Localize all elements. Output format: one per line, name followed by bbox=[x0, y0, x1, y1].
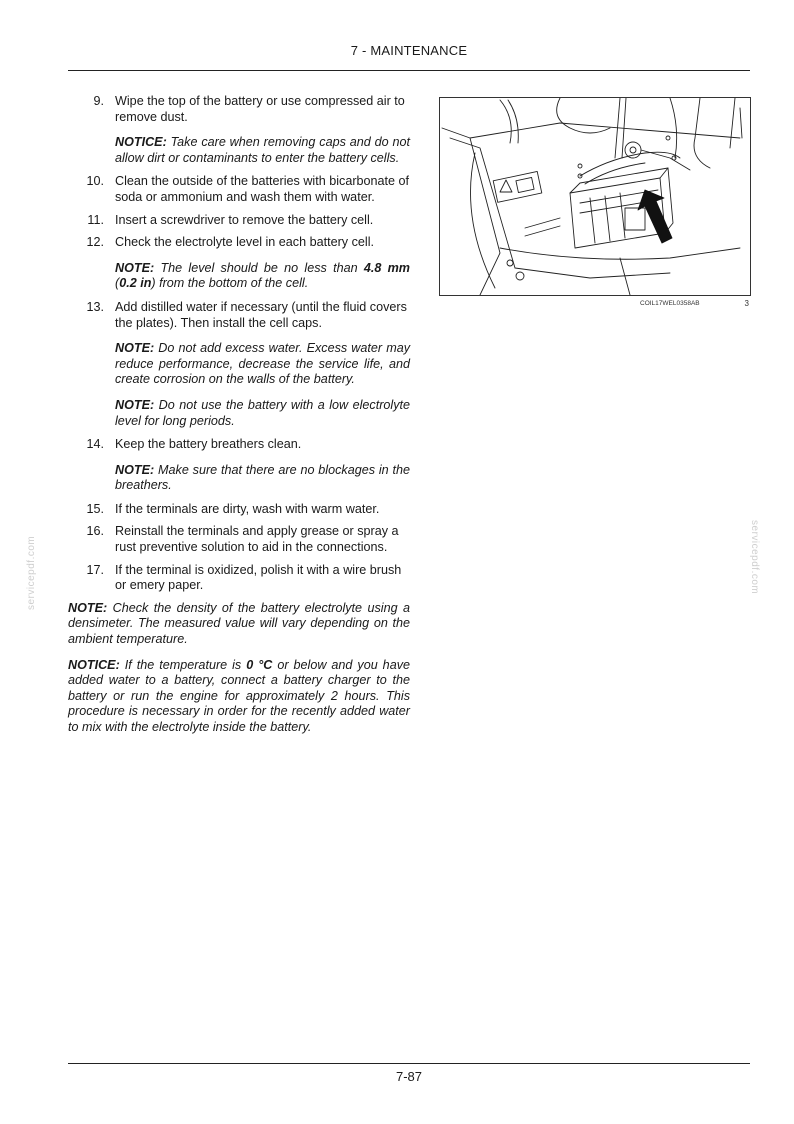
list-item bbox=[68, 563, 410, 594]
watermark-right: servicepdf.com bbox=[749, 520, 760, 595]
step-number: 14. bbox=[86, 437, 104, 452]
note-level bbox=[68, 261, 410, 292]
notice-temperature bbox=[68, 658, 410, 736]
step-text: Check the electrolyte level in each battery cell. bbox=[115, 235, 375, 250]
step-number: 11. bbox=[87, 212, 104, 227]
note-label: NOTE: bbox=[115, 397, 155, 412]
note-text: ) from the bottom of the cell. bbox=[151, 276, 309, 291]
list-item bbox=[68, 502, 410, 518]
list-item bbox=[68, 235, 410, 251]
note-text: Do not use the battery with a low electrolyte level for long periods. bbox=[115, 397, 410, 428]
note-label: NOTE: bbox=[115, 462, 155, 477]
level-in: 0.2 in bbox=[119, 276, 152, 291]
level-mm: 4.8 mm bbox=[363, 260, 410, 275]
step-text: Clean the outside of the batteries with bicarbonate of soda or ammonium and wash them with water. bbox=[115, 174, 410, 204]
step-number: 17. bbox=[86, 562, 104, 577]
note-breathers bbox=[68, 463, 410, 494]
note-text: The level should be no less than bbox=[154, 260, 364, 275]
note-label: NOTE: bbox=[115, 260, 155, 275]
note-label: NOTE: bbox=[115, 341, 155, 356]
note-text: Check the density of the battery electrolyte using a densimeter. The measured value will vary depending on the ambient temperature. bbox=[68, 600, 410, 647]
figure-number: 3 bbox=[744, 299, 749, 308]
list-item bbox=[68, 213, 410, 229]
step-text: Add distilled water if necessary (until the fluid covers the plates). Then install the cell caps. bbox=[115, 299, 407, 330]
step-text: Reinstall the terminals and apply grease or spray a rust preventive solution to aid in the connections. bbox=[115, 524, 399, 555]
step-text: Insert a screwdriver to remove the battery cell. bbox=[115, 212, 374, 227]
notice-label: NOTICE: bbox=[115, 135, 167, 150]
note-excess-water bbox=[68, 341, 410, 388]
list-item bbox=[68, 94, 410, 125]
figure-caption bbox=[640, 300, 749, 308]
note-text: Make sure that there are no blockages in the breathers. bbox=[115, 462, 410, 493]
watermark-left: servicepdf.com bbox=[26, 535, 37, 610]
notice-text: Take care when removing caps and do not allow dirt or contaminants to enter the battery cells. bbox=[115, 135, 410, 165]
notice-text: If the temperature is bbox=[119, 657, 247, 672]
step-text: If the terminals are dirty, wash with warm water. bbox=[115, 501, 380, 516]
list-item bbox=[68, 174, 410, 205]
step-number: 16. bbox=[86, 524, 104, 539]
step-text: If the terminal is oxidized, polish it with a wire brush or emery paper. bbox=[115, 562, 402, 593]
step-number: 12. bbox=[86, 235, 104, 250]
note-low-electrolyte bbox=[68, 398, 410, 429]
page-number: 7-87 bbox=[395, 1069, 423, 1084]
step-number: 10. bbox=[86, 174, 104, 189]
note-text: ( bbox=[115, 276, 120, 291]
notice-label: NOTICE: bbox=[68, 657, 120, 672]
note-label: NOTE: bbox=[68, 600, 108, 615]
notice-text: or below and you have added water to a battery, connect a battery charger to the battery or run the engine for approximately 2 hours. This procedure is necessary in order for the recently added water to mix with the electrolyte inside the battery. bbox=[68, 657, 410, 734]
battery-illustration bbox=[440, 98, 750, 295]
section-header: 7 - MAINTENANCE bbox=[350, 43, 468, 58]
header-rule bbox=[68, 70, 750, 71]
figure-code: COIL17WEL0358AB bbox=[640, 300, 700, 307]
list-item bbox=[68, 524, 410, 555]
notice-caps bbox=[68, 135, 410, 166]
note-densimeter bbox=[68, 601, 410, 648]
temperature-value: 0 °C bbox=[246, 657, 273, 672]
main-text-column bbox=[68, 94, 410, 746]
step-number: 15. bbox=[86, 501, 104, 516]
list-item bbox=[68, 300, 410, 331]
footer-rule bbox=[68, 1063, 750, 1064]
battery-compartment-figure bbox=[439, 97, 751, 296]
step-text: Wipe the top of the battery or use compressed air to remove dust. bbox=[115, 94, 405, 124]
note-text: Do not add excess water. Excess water may reduce performance, decrease the service life, and create corrosion on the walls of the battery. bbox=[115, 341, 410, 387]
list-item bbox=[68, 437, 410, 453]
step-number: 9. bbox=[93, 94, 104, 108]
step-text: Keep the battery breathers clean. bbox=[115, 437, 302, 452]
step-number: 13. bbox=[86, 299, 104, 314]
